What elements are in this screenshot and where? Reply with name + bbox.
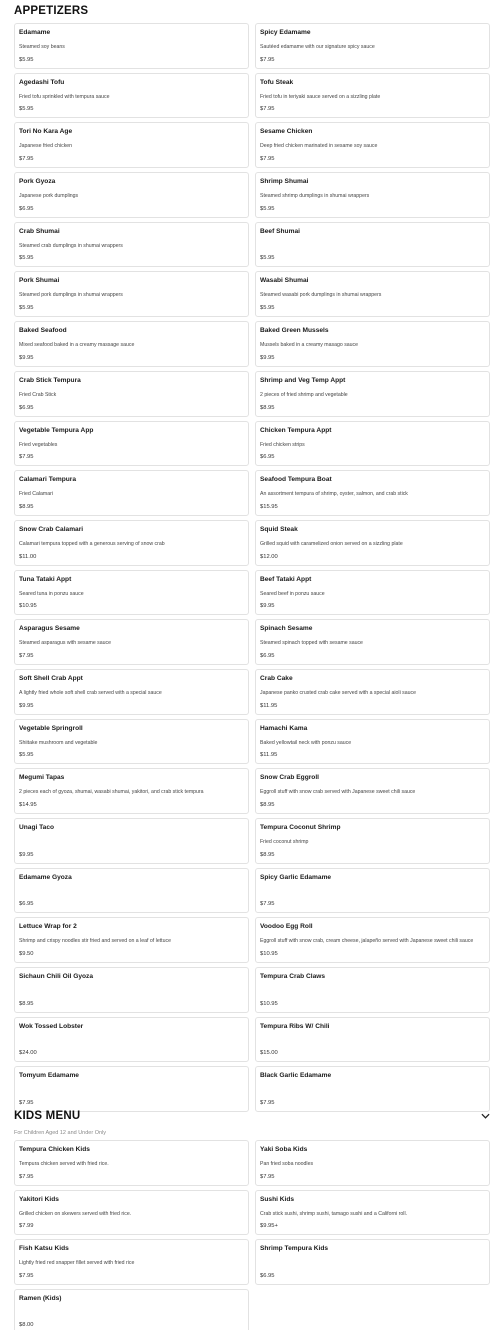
menu-item-name: Black Garlic Edamame <box>260 1072 332 1080</box>
menu-item-name: Megumi Tapas <box>19 774 65 782</box>
menu-item-description: Deep fried chicken marinated in sesame soy sauce <box>260 143 378 150</box>
menu-item-price: $7.95 <box>19 1173 34 1180</box>
menu-item-description <box>19 988 244 994</box>
menu-item-name: Tomyum Edamame <box>19 1072 79 1080</box>
menu-item-price: $9.95 <box>19 851 34 858</box>
menu-item-card[interactable] <box>255 421 490 467</box>
menu-item-price: $6.95 <box>260 652 275 659</box>
menu-item-description: Eggroll stuff with snow crab served with Japanese sweet chili sauce <box>260 789 416 796</box>
menu-item-price: $5.95 <box>260 205 275 212</box>
menu-item-description: Seared beef in ponzu sauce <box>260 590 325 597</box>
menu-item-price: $15.00 <box>260 1050 278 1057</box>
menu-item-card[interactable] <box>255 172 490 218</box>
menu-item-card[interactable] <box>255 868 490 914</box>
menu-item-description: Steamed spinach topped with sesame sauce <box>260 640 363 647</box>
menu-item-description <box>260 243 485 249</box>
menu-item-price: $24.00 <box>19 1050 37 1057</box>
menu-item-card[interactable] <box>14 570 249 616</box>
menu-item-name: Edamame <box>19 29 51 36</box>
menu-item-card[interactable] <box>255 1140 490 1186</box>
menu-item-price: $6.95 <box>19 901 34 908</box>
menu-item-card[interactable] <box>14 1140 249 1186</box>
menu-item-price: $14.95 <box>19 802 37 808</box>
menu-item-price: $9.95+ <box>260 1223 278 1230</box>
menu-item-price: $5.95 <box>19 305 34 312</box>
menu-item-card[interactable] <box>14 421 249 467</box>
menu-item-card[interactable] <box>14 371 249 417</box>
menu-item-description <box>19 1038 244 1044</box>
menu-item-card[interactable] <box>14 868 249 914</box>
menu-item-description: Fried Crab Stick <box>19 391 57 398</box>
menu-item-description: Fried coconut shrimp <box>260 839 309 845</box>
menu-item-name: Edamame Gyoza <box>19 873 72 881</box>
menu-item-card[interactable] <box>14 917 249 963</box>
menu-item-name: Tempura Ribs W/ Chili <box>260 1022 330 1030</box>
menu-item-name: Tempura Chicken Kids <box>19 1146 90 1153</box>
menu-item-card[interactable] <box>14 1017 249 1063</box>
menu-item-card[interactable] <box>14 23 249 69</box>
menu-item-price: $6.95 <box>19 205 34 212</box>
menu-item-name: Seafood Tempura Boat <box>260 476 332 484</box>
menu-item-price: $8.95 <box>19 503 34 510</box>
menu-item-name: Beef Tataki Appt <box>260 575 312 583</box>
menu-item-price: $7.95 <box>19 1272 34 1279</box>
appetizers-header[interactable] <box>14 2 490 20</box>
menu-item-description: Baked yellowtail neck with ponzu sauce <box>260 739 352 746</box>
menu-item-card[interactable] <box>14 669 249 715</box>
menu-item-name: Pork Shumai <box>19 277 60 285</box>
menu-item-description: Steamed soy beans <box>19 44 65 50</box>
menu-item-card[interactable] <box>255 917 490 963</box>
menu-item-card[interactable] <box>255 818 490 864</box>
menu-item-card[interactable] <box>255 23 490 69</box>
menu-item-name: Spinach Sesame <box>260 625 313 633</box>
menu-item-price: $7.95 <box>260 1173 275 1180</box>
menu-item-price: $7.95 <box>260 56 275 63</box>
menu-item-description: Eggroll stuff with snow crab, cream cheese, jalapeño served with Japanese sweet chili sauce <box>260 938 474 945</box>
menu-item-price: $8.95 <box>260 802 275 808</box>
menu-item-card[interactable] <box>14 470 249 516</box>
kids-menu-subtitle: For Children Aged 12 and Under Only <box>14 1130 107 1136</box>
menu-item-price: $10.95 <box>260 1000 278 1007</box>
menu-item-description: Steamed wasabi pork dumplings in shumai wrappers <box>260 292 382 299</box>
menu-item-price: $9.95 <box>19 702 34 709</box>
menu-item-description: A lightly fried whole soft shell crab served with a special sauce <box>19 689 162 696</box>
menu-item-price: $10.95 <box>19 603 37 610</box>
menu-item-price: $8.95 <box>260 404 275 411</box>
menu-item-name: Hamachi Kama <box>260 724 308 732</box>
menu-item-card[interactable] <box>14 1190 249 1236</box>
menu-item-card[interactable] <box>255 271 490 317</box>
menu-item-price: $11.95 <box>260 702 278 709</box>
menu-item-card[interactable] <box>14 719 249 765</box>
menu-item-name: Wasabi Shumai <box>260 277 309 285</box>
menu-item-description: Crab stick sushi, shrimp sushi, tamago sushi and a Californi roll. <box>260 1210 408 1217</box>
menu-item-card[interactable] <box>255 73 490 119</box>
menu-item-card[interactable] <box>255 570 490 616</box>
menu-item-description: Grilled squid with caramelized onion served on a sizzling plate <box>260 540 403 547</box>
menu-item-price: $7.95 <box>19 454 34 461</box>
menu-item-price: $5.95 <box>19 56 34 63</box>
menu-item-card[interactable] <box>14 619 249 665</box>
menu-item-name: Soft Shell Crab Appt <box>19 674 83 682</box>
menu-item-description: Fried vegetables <box>19 441 58 448</box>
menu-item-card[interactable] <box>14 818 249 864</box>
menu-item-price: $7.95 <box>260 106 275 113</box>
menu-item-price: $9.95 <box>19 354 34 361</box>
menu-item-card[interactable] <box>255 222 490 268</box>
menu-item-card[interactable] <box>255 719 490 765</box>
menu-item-card[interactable] <box>255 1017 490 1063</box>
menu-item-name: Tofu Steak <box>260 78 294 86</box>
menu-item-card[interactable] <box>14 222 249 268</box>
menu-item-name: Yaki Soba Kids <box>260 1146 308 1153</box>
menu-item-description: Fried tofu sprinkled with tempura sauce <box>19 93 110 100</box>
menu-item-description: Mixed seafood baked in a creamy massage sauce <box>19 342 135 349</box>
menu-item-price: $6.95 <box>260 1272 275 1279</box>
menu-item-name: Calamari Tempura <box>19 476 77 484</box>
menu-item-description: Steamed pork dumplings in shumai wrappers <box>19 292 123 299</box>
menu-item-description: Japanese pork dumplings <box>19 193 79 200</box>
menu-item-price: $9.95 <box>260 354 275 361</box>
menu-item-description: 2 pieces of fried shrimp and vegetable <box>260 391 348 398</box>
menu-item-price: $7.95 <box>260 1100 275 1107</box>
menu-item-description: Mussels baked in a creamy masago sauce <box>260 342 359 349</box>
menu-item-card[interactable] <box>14 122 249 168</box>
menu-item-price: $9.95 <box>260 603 275 610</box>
menu-item-description: Fried chicken strips <box>260 441 305 448</box>
menu-item-name: Baked Seafood <box>19 327 67 335</box>
menu-item-name: Snow Crab Eggroll <box>260 774 319 782</box>
menu-item-description <box>260 1038 485 1044</box>
menu-item-card[interactable] <box>14 520 249 566</box>
menu-item-description: Steamed asparagus with sesame sauce <box>19 640 111 647</box>
menu-item-card[interactable] <box>255 1239 490 1285</box>
menu-item-price: $7.99 <box>19 1223 34 1230</box>
menu-item-name: Tori No Kara Age <box>19 128 73 136</box>
menu-item-price: $8.95 <box>260 851 275 858</box>
menu-item-card[interactable] <box>255 520 490 566</box>
menu-item-description <box>19 1310 244 1316</box>
menu-item-name: Chicken Tempura Appt <box>260 426 332 434</box>
menu-item-description: Steamed crab dumplings in shumai wrappers <box>19 242 123 249</box>
menu-item-price: $15.95 <box>260 503 278 510</box>
menu-item-price: $5.95 <box>19 106 34 113</box>
menu-item-description: Lightly fried red snapper fillet served with fried rice <box>19 1260 135 1267</box>
menu-item-price: $7.95 <box>260 156 275 163</box>
menu-item-price: $8.95 <box>19 1000 34 1007</box>
menu-item-description <box>260 988 485 994</box>
menu-item-description <box>19 839 244 845</box>
menu-item-name: Tempura Coconut Shrimp <box>260 824 341 831</box>
menu-item-description <box>260 1087 485 1093</box>
menu-item-card[interactable] <box>255 371 490 417</box>
menu-item-name: Asparagus Sesame <box>19 625 80 633</box>
menu-item-name: Beef Shumai <box>260 227 300 235</box>
menu-item-name: Tuna Tataki Appt <box>19 575 72 583</box>
menu-item-name: Spicy Edamame <box>260 29 311 36</box>
menu-item-name: Spicy Garlic Edamame <box>260 873 332 881</box>
menu-item-price: $10.95 <box>260 951 278 958</box>
menu-item-description: Sautéed edamame with our signature spicy sauce <box>260 44 375 50</box>
menu-item-description: Calamari tempura topped with a generous serving of snow crab <box>19 540 165 547</box>
menu-item-card[interactable] <box>14 1066 249 1112</box>
menu-item-price: $7.95 <box>19 652 34 659</box>
menu-item-price: $7.95 <box>19 1100 34 1107</box>
menu-item-name: Shrimp and Veg Temp Appt <box>260 376 346 384</box>
menu-item-name: Vegetable Springroll <box>19 724 83 732</box>
menu-item-name: Sichaun Chili Oil Gyoza <box>19 973 94 981</box>
menu-item-price: $6.95 <box>260 454 275 461</box>
menu-item-name: Agedashi Tofu <box>19 78 65 86</box>
kids-menu-header[interactable] <box>14 1107 490 1125</box>
kids-grid <box>14 1140 490 1330</box>
menu-item-description: Pan fried soba noodles <box>260 1161 314 1167</box>
menu-item-price: $11.00 <box>19 553 37 560</box>
menu-item-card[interactable] <box>255 470 490 516</box>
menu-item-name: Baked Green Mussels <box>260 327 329 335</box>
menu-item-name: Pork Gyoza <box>19 178 56 186</box>
chevron-down-icon[interactable] <box>480 1111 490 1121</box>
menu-item-description: Japanese panko crusted crab cake served with a special aioli sauce <box>260 689 417 696</box>
menu-item-name: Lettuce Wrap for 2 <box>19 923 77 931</box>
menu-item-price: $12.00 <box>260 553 278 560</box>
menu-item-price: $5.95 <box>260 305 275 312</box>
menu-item-card[interactable] <box>255 321 490 367</box>
menu-item-price: $7.95 <box>260 901 275 908</box>
menu-item-card[interactable] <box>14 1289 249 1330</box>
menu-item-description: Seared tuna in ponzu sauce <box>19 590 84 597</box>
menu-item-card[interactable] <box>14 73 249 119</box>
menu-item-card[interactable] <box>255 1066 490 1112</box>
menu-item-name: Shrimp Tempura Kids <box>260 1245 329 1253</box>
menu-item-card[interactable] <box>14 172 249 218</box>
menu-item-description: An assortment tempura of shrimp, oyster, salmon, and crab stick <box>260 491 408 498</box>
menu-item-card[interactable] <box>255 122 490 168</box>
menu-item-card[interactable] <box>14 967 249 1013</box>
menu-item-name: Squid Steak <box>260 525 298 533</box>
menu-item-name: Vegetable Tempura App <box>19 426 94 434</box>
menu-item-card[interactable] <box>14 321 249 367</box>
menu-item-price: $6.95 <box>19 404 34 411</box>
menu-item-price: $5.95 <box>19 255 34 262</box>
menu-item-price: $9.50 <box>19 951 34 958</box>
menu-item-card[interactable] <box>255 967 490 1013</box>
menu-item-description: Steamed shrimp dumplings in shumai wrappers <box>260 193 370 200</box>
menu-item-description: 2 pieces each of gyoza, shumai, wasabi shumai, yakitori, and crab stick tempura <box>19 789 204 796</box>
menu-item-price: $8.00 <box>19 1322 34 1329</box>
menu-item-card[interactable] <box>14 271 249 317</box>
menu-item-price: $7.95 <box>19 156 34 163</box>
menu-item-description <box>19 1087 244 1093</box>
menu-item-description: Tempura chicken served with fried rice. <box>19 1161 109 1167</box>
menu-item-name: Voodoo Egg Roll <box>260 923 313 931</box>
menu-item-name: Sushi Kids <box>260 1195 295 1203</box>
menu-item-description: Japanese fried chicken <box>19 143 73 150</box>
menu-item-name: Crab Stick Tempura <box>19 376 81 384</box>
menu-item-name: Wok Tossed Lobster <box>19 1022 84 1030</box>
menu-item-name: Crab Cake <box>260 674 293 682</box>
menu-item-card[interactable] <box>14 1239 249 1285</box>
menu-item-description: Fried tofu in teriyaki sauce served on a sizzling plate <box>260 93 381 100</box>
menu-item-description: Fried Calamari <box>19 491 54 498</box>
menu-item-name: Ramen (Kids) <box>19 1294 62 1302</box>
menu-item-card[interactable] <box>255 669 490 715</box>
menu-item-name: Snow Crab Calamari <box>19 525 84 533</box>
menu-item-card[interactable] <box>14 768 249 814</box>
menu-item-description <box>260 1260 485 1266</box>
menu-item-card[interactable] <box>255 768 490 814</box>
menu-item-name: Sesame Chicken <box>260 128 313 136</box>
menu-item-description: Shiitake mushroom and vegetable <box>19 739 98 746</box>
menu-item-name: Unagi Taco <box>19 824 55 831</box>
section-title: KIDS MENU <box>14 1110 81 1122</box>
menu-item-name: Crab Shumai <box>19 227 60 235</box>
menu-item-card[interactable] <box>255 1190 490 1236</box>
menu-item-description: Grilled chicken on skewers served with fried rice. <box>19 1210 132 1217</box>
menu-item-name: Fish Katsu Kids <box>19 1245 69 1253</box>
menu-item-price: $5.95 <box>260 255 275 262</box>
section-title: APPETIZERS <box>14 5 89 17</box>
menu-item-price: $11.95 <box>260 752 278 759</box>
menu-item-name: Tempura Crab Claws <box>260 973 326 981</box>
menu-item-description <box>260 889 485 895</box>
menu-item-name: Yakitori Kids <box>19 1195 59 1203</box>
menu-item-description: Shrimp and crispy noodles stir fried and served on a leaf of lettuce <box>19 938 171 945</box>
appetizers-grid <box>14 23 490 1112</box>
menu-item-card[interactable] <box>255 619 490 665</box>
menu-item-description <box>19 889 244 895</box>
menu-item-price: $5.95 <box>19 752 34 759</box>
menu-item-name: Shrimp Shumai <box>260 178 309 186</box>
